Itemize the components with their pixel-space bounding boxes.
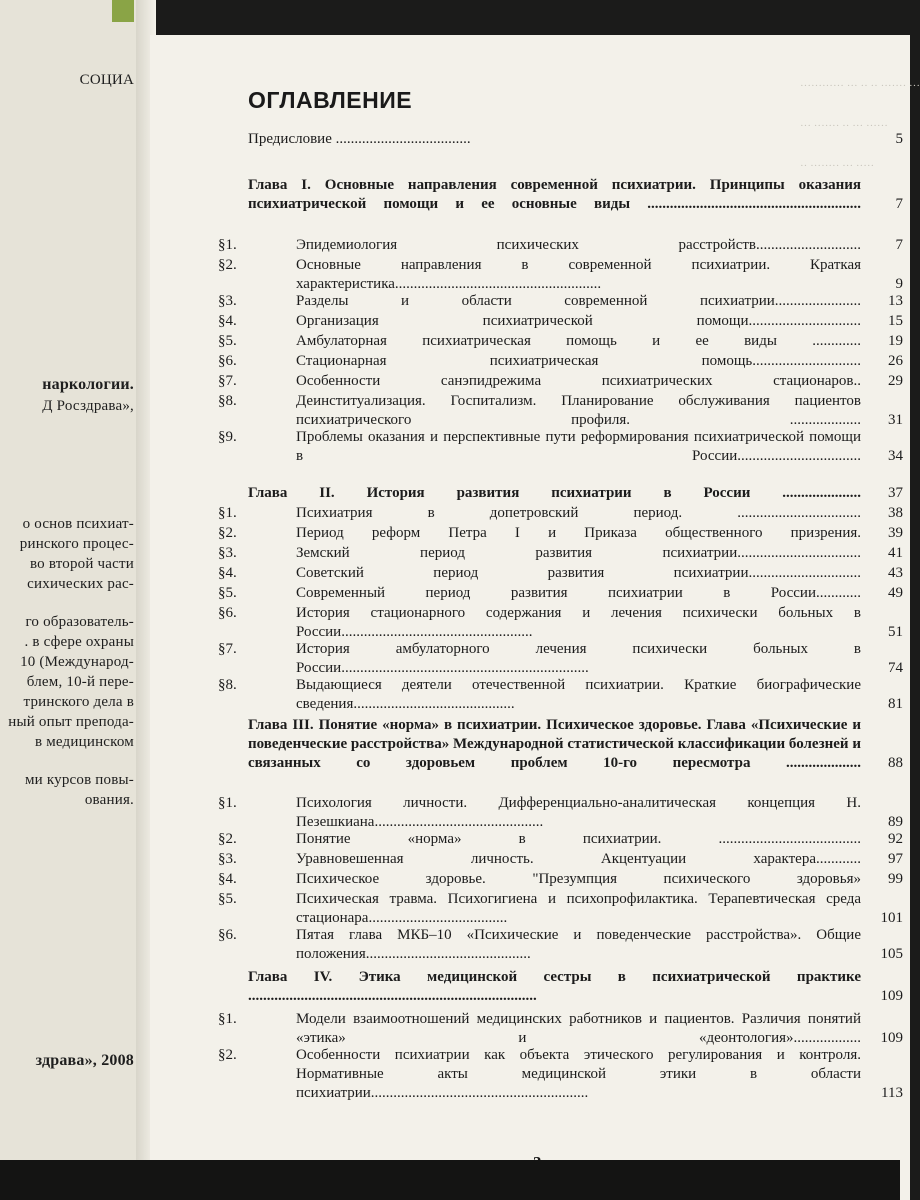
section-number: §6.: [218, 605, 237, 621]
toc-section[interactable]: [218, 292, 903, 311]
section-number: §7.: [218, 373, 237, 389]
entry-title: История амбулаторного лечения психически больных в России..................................................................: [296, 641, 861, 676]
toc-section[interactable]: [218, 524, 903, 543]
toc-section[interactable]: [218, 676, 903, 714]
left-page-line: блем, 10-й пере-: [26, 674, 134, 690]
entry-title: Амбулаторная психиатрическая помощь и ее виды .............: [296, 333, 861, 349]
entry-title: Выдающиеся деятели отечественной психиатрии. Краткие биографические сведения...........................................: [296, 677, 861, 712]
section-number: §1.: [218, 237, 237, 253]
bleed-through-text: ············ ··· ·· ·· ······· ···: [800, 80, 920, 92]
toc-section[interactable]: [218, 312, 903, 331]
entry-page-number: 13: [888, 293, 903, 309]
section-number: §8.: [218, 677, 237, 693]
toc-chapter[interactable]: [248, 176, 903, 214]
toc-section[interactable]: [218, 544, 903, 563]
entry-page-number: 49: [888, 585, 903, 601]
section-number: §6.: [218, 353, 237, 369]
toc-section[interactable]: [218, 584, 903, 603]
table-surface: [0, 1160, 900, 1200]
entry-page-number: 34: [888, 448, 903, 464]
left-page-line: о основ психиат-: [22, 516, 134, 532]
toc-section[interactable]: [218, 392, 903, 430]
section-number: §6.: [218, 927, 237, 943]
toc-section[interactable]: [218, 850, 903, 869]
section-number: §5.: [218, 585, 237, 601]
toc-section[interactable]: [218, 236, 903, 255]
bleed-through-text: ··· ······· ·· ··· ······: [800, 120, 888, 132]
section-number: §1.: [218, 795, 237, 811]
toc-section[interactable]: [218, 564, 903, 583]
section-number: §2.: [218, 525, 237, 541]
entry-title: Особенности психиатрии как объекта этического регулирования и контроля. Нормативные акты медицинской этики в области психиатрии..........................................................: [296, 1047, 861, 1101]
entry-title: Период реформ Петра I и Приказа общественного призрения.: [296, 525, 861, 541]
section-number: §3.: [218, 851, 237, 867]
entry-page-number: 81: [888, 696, 903, 712]
bleed-through-text: ·· ········ ··· ·····: [800, 160, 875, 172]
toc-section[interactable]: [218, 640, 903, 678]
section-number: §9.: [218, 429, 237, 445]
entry-page-number: 51: [888, 624, 903, 640]
toc-section[interactable]: [218, 1010, 903, 1048]
section-number: §5.: [218, 891, 237, 907]
entry-page-number: 74: [888, 660, 903, 676]
toc-section[interactable]: [218, 428, 903, 466]
entry-title: Психология личности. Дифференциально-аналитическая концепция Н. Пезешкиана.............................................: [296, 795, 861, 830]
toc-chapter[interactable]: [248, 716, 903, 773]
section-number: §5.: [218, 333, 237, 349]
entry-title: Организация психиатрической помощи..............................: [296, 313, 861, 329]
entry-title: Глава II. История развития психиатрии в России .....................: [248, 485, 861, 501]
left-page-line: 10 (Международ-: [20, 654, 134, 670]
left-page-line: ный опыт препода-: [8, 714, 134, 730]
left-page-line: наркологии.: [42, 376, 134, 393]
entry-page-number: 92: [888, 831, 903, 847]
entry-title: Современный период развития психиатрии в России............: [296, 585, 861, 601]
left-page: [0, 0, 140, 1200]
entry-title: Психиатрия в допетровский период. .................................: [296, 505, 861, 521]
left-page-line: СОЦИА: [79, 72, 134, 88]
entry-title: Деинституализация. Госпитализм. Планирование обслуживания пациентов психиатрического профиля. ...................: [296, 393, 861, 428]
section-number: §3.: [218, 293, 237, 309]
left-page-line: го образователь-: [25, 614, 134, 630]
section-number: §2.: [218, 831, 237, 847]
entry-page-number: 109: [880, 988, 903, 1004]
entry-title: Проблемы оказания и перспективные пути реформирования психиатрической помощи в России.................................: [296, 429, 861, 464]
entry-page-number: 5: [895, 131, 903, 147]
toc-section[interactable]: [218, 926, 903, 964]
page-title: ОГЛАВЛЕНИЕ: [248, 87, 413, 113]
entry-page-number: 7: [895, 237, 903, 253]
entry-page-number: 7: [895, 196, 903, 212]
section-number: §4.: [218, 565, 237, 581]
entry-page-number: 39: [888, 525, 903, 541]
left-page-line: ми курсов повы-: [24, 772, 134, 788]
entry-title: Уравновешенная личность. Акцентуации характера............: [296, 851, 861, 867]
toc-section[interactable]: [218, 372, 903, 391]
toc-chapter[interactable]: [248, 484, 903, 503]
section-number: §2.: [218, 1047, 237, 1063]
entry-title: Понятие «норма» в психиатрии. ......................................: [296, 831, 861, 847]
entry-title: Земский период развития психиатрии.................................: [296, 545, 861, 561]
section-number: §2.: [218, 257, 237, 273]
entry-title: Глава I. Основные направления современной психиатрии. Принципы оказания психиатрической помощи и ее основные виды .........................................................: [248, 177, 861, 212]
toc-section[interactable]: [218, 352, 903, 371]
entry-page-number: 38: [888, 505, 903, 521]
entry-page-number: 37: [888, 485, 903, 501]
entry-title: Глава III. Понятие «норма» в психиатрии. Психическое здоровье. Глава «Психические и поведенческие расстройства» Международной статистической классификации болезней и связанных со здоровьем проблем 10-го пересмотра ....................: [248, 717, 861, 771]
entry-page-number: 113: [881, 1085, 903, 1101]
entry-page-number: 105: [880, 946, 903, 962]
left-page-line: во второй части: [29, 556, 134, 572]
entry-title: Предисловие ....................................: [248, 131, 471, 147]
section-number: §4.: [218, 313, 237, 329]
entry-page-number: 43: [888, 565, 903, 581]
entry-title: Психическое здоровье. "Презумпция психического здоровья»: [296, 871, 861, 887]
toc-entry[interactable]: [248, 130, 903, 149]
cover-edge: [112, 0, 134, 22]
left-page-line: сихических рас-: [27, 576, 134, 592]
entry-title: Особенности санэпидрежима психиатрических стационаров..: [296, 373, 861, 389]
entry-page-number: 19: [888, 333, 903, 349]
section-number: §7.: [218, 641, 237, 657]
left-page-line: тринского дела в: [23, 694, 134, 710]
entry-title: Психическая травма. Психогигиена и психопрофилактика. Терапевтическая среда стационара.....................................: [296, 891, 861, 926]
entry-title: Глава IV. Этика медицинской сестры в психиатрической практике .............................................................................: [248, 969, 861, 1004]
entry-page-number: 15: [888, 313, 903, 329]
section-number: §4.: [218, 871, 237, 887]
toc-section[interactable]: [218, 890, 903, 928]
entry-page-number: 26: [888, 353, 903, 369]
left-page-line: Д Росздрава»,: [42, 398, 134, 414]
entry-page-number: 31: [888, 412, 903, 428]
entry-page-number: 89: [888, 814, 903, 830]
entry-page-number: 41: [888, 545, 903, 561]
left-page-line: ования.: [84, 792, 134, 808]
toc-section[interactable]: [218, 830, 903, 849]
entry-title: Стационарная психиатрическая помощь.............................: [296, 353, 861, 369]
section-number: §3.: [218, 545, 237, 561]
entry-page-number: 88: [888, 755, 903, 771]
toc-section[interactable]: [218, 504, 903, 523]
section-number: §8.: [218, 393, 237, 409]
entry-page-number: 9: [895, 276, 903, 292]
entry-title: Эпидемиология психических расстройств............................: [296, 237, 861, 253]
left-page-line: здрава», 2008: [35, 1052, 134, 1069]
entry-page-number: 99: [888, 871, 903, 887]
toc-section[interactable]: [218, 604, 903, 642]
toc-section[interactable]: [218, 256, 903, 294]
entry-title: История стационарного содержания и лечения психически больных в России...................................................: [296, 605, 861, 640]
left-page-line: в медицинском: [34, 734, 134, 750]
toc-section[interactable]: [218, 794, 903, 832]
toc-section[interactable]: [218, 332, 903, 351]
toc-page: [150, 35, 920, 1200]
toc-section[interactable]: [218, 1046, 903, 1103]
entry-title: Основные направления в современной психиатрии. Краткая характеристика.......................................................: [296, 257, 861, 292]
section-number: §1.: [218, 1011, 237, 1027]
toc-chapter[interactable]: [248, 968, 903, 1006]
entry-page-number: 97: [888, 851, 903, 867]
entry-page-number: 29: [888, 373, 903, 389]
entry-title: Модели взаимоотношений медицинских работников и пациентов. Различия понятий «этика» и «деонтология»..................: [296, 1011, 861, 1046]
section-number: §1.: [218, 505, 237, 521]
toc-section[interactable]: [218, 870, 903, 889]
entry-page-number: 101: [880, 910, 903, 926]
entry-title: Разделы и области современной психиатрии.......................: [296, 293, 861, 309]
entry-title: Пятая глава МКБ–10 «Психические и поведенческие расстройства». Общие положения............................................: [296, 927, 861, 962]
left-page-line: . в сфере охраны: [24, 634, 134, 650]
left-page-line: ринского процес-: [19, 536, 134, 552]
entry-page-number: 109: [880, 1030, 903, 1046]
entry-title: Советский период развития психиатрии..............................: [296, 565, 861, 581]
